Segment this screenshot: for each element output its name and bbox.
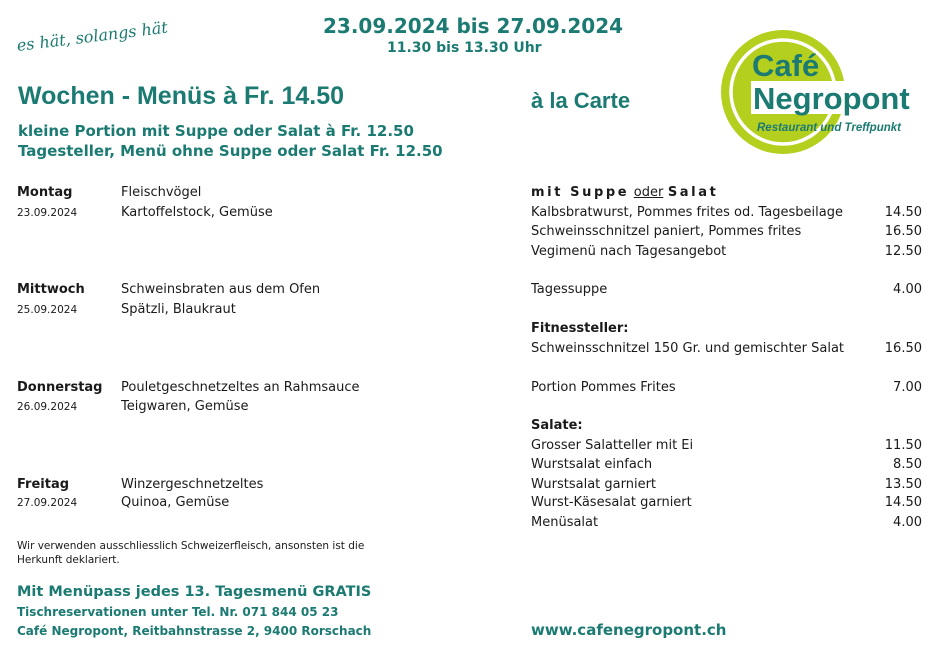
date-range: 23.09.2024 bis 27.09.2024 bbox=[323, 14, 624, 38]
salad-price: 13.50 bbox=[884, 477, 922, 492]
salad-price: 14.50 bbox=[884, 495, 922, 510]
dish-line-1: Winzergeschnetzeltes bbox=[121, 477, 264, 492]
carte-item: Kalbsbratwurst, Pommes frites od. Tagesbeilage bbox=[531, 205, 843, 220]
fitness-heading: Fitnessteller: bbox=[531, 321, 629, 336]
salad-price: 8.50 bbox=[893, 457, 922, 472]
salad-price: 11.50 bbox=[884, 438, 922, 453]
day-name: Donnerstag bbox=[17, 380, 103, 395]
opening-hours: 11.30 bis 13.30 Uhr bbox=[387, 40, 542, 56]
subtitle-small-portion: kleine Portion mit Suppe oder Salat à Fr. 12.50 bbox=[18, 122, 414, 140]
logo-word-negropont: Negropont bbox=[753, 81, 910, 116]
day-name: Montag bbox=[17, 185, 73, 200]
carte-item: Schweinsschnitzel paniert, Pommes frites bbox=[531, 224, 802, 239]
soup-item: Tagessuppe bbox=[531, 282, 608, 297]
salad-item: Wurstsalat einfach bbox=[531, 457, 653, 472]
soup-price: 4.00 bbox=[893, 282, 922, 297]
dish-line-2: Spätzli, Blaukraut bbox=[121, 302, 236, 317]
salad-item: Wurstsalat garniert bbox=[531, 477, 657, 492]
page-title: Wochen - Menüs à Fr. 14.50 bbox=[18, 82, 345, 110]
salad-price: 4.00 bbox=[893, 515, 922, 530]
salads-heading: Salate: bbox=[531, 418, 583, 433]
salad-item: Grosser Salatteller mit Ei bbox=[531, 438, 694, 453]
logo-tagline: Restaurant und Treffpunkt bbox=[757, 122, 901, 134]
fitness-item: Schweinsschnitzel 150 Gr. und gemischter Salat bbox=[531, 341, 845, 356]
address: Café Negropont, Reitbahnstrasse 2, 9400 Rorschach bbox=[17, 624, 372, 638]
dish-line-2: Teigwaren, Gemüse bbox=[121, 399, 249, 414]
day-name: Freitag bbox=[17, 477, 70, 492]
a-la-carte-title: à la Carte bbox=[531, 88, 631, 113]
dish-line-1: Fleischvögel bbox=[121, 185, 202, 200]
meat-origin-note: Wir verwenden ausschliesslich Schweizerfleisch, ansonsten ist die Herkunft deklariert. bbox=[17, 540, 365, 566]
heading-part-3: Salat bbox=[667, 185, 719, 200]
soup-salad-heading bbox=[531, 185, 718, 200]
dish-line-1: Schweinsbraten aus dem Ofen bbox=[121, 282, 321, 297]
day-date: 23.09.2024 bbox=[17, 207, 78, 219]
reservation-phone: Tischreservationen unter Tel. Nr. 071 844 05 23 bbox=[17, 605, 339, 619]
menupass-offer: Mit Menüpass jedes 13. Tagesmenü GRATIS bbox=[17, 584, 372, 600]
dish-line-2: Quinoa, Gemüse bbox=[121, 495, 230, 510]
fitness-price: 16.50 bbox=[884, 341, 922, 356]
heading-part-2: oder bbox=[633, 185, 664, 200]
carte-price: 12.50 bbox=[884, 244, 922, 259]
fries-price: 7.00 bbox=[893, 380, 922, 395]
carte-price: 14.50 bbox=[884, 205, 922, 220]
subtitle-tagesteller: Tagesteller, Menü ohne Suppe oder Salat Fr. 12.50 bbox=[18, 142, 443, 160]
heading-part-1: mit Suppe bbox=[531, 185, 630, 200]
logo-word-cafe: Café bbox=[752, 48, 820, 83]
dish-line-1: Pouletgeschnetzeltes an Rahmsauce bbox=[121, 380, 360, 395]
carte-item: Vegimenü nach Tagesangebot bbox=[531, 244, 727, 259]
slogan: es hät, solangs hät bbox=[15, 17, 169, 56]
salad-item: Wurst-Käsesalat garniert bbox=[531, 495, 692, 510]
dish-line-2: Kartoffelstock, Gemüse bbox=[121, 205, 273, 220]
salad-item: Menüsalat bbox=[531, 515, 599, 530]
day-date: 25.09.2024 bbox=[17, 304, 78, 316]
day-date: 26.09.2024 bbox=[17, 401, 78, 413]
day-name: Mittwoch bbox=[17, 282, 85, 297]
carte-price: 16.50 bbox=[884, 224, 922, 239]
logo-graphic bbox=[720, 29, 920, 155]
day-date: 27.09.2024 bbox=[17, 497, 78, 509]
cafe-negropont-logo bbox=[720, 29, 920, 155]
fries-item: Portion Pommes Frites bbox=[531, 380, 676, 395]
website-link[interactable]: www.cafenegropont.ch bbox=[531, 621, 727, 639]
